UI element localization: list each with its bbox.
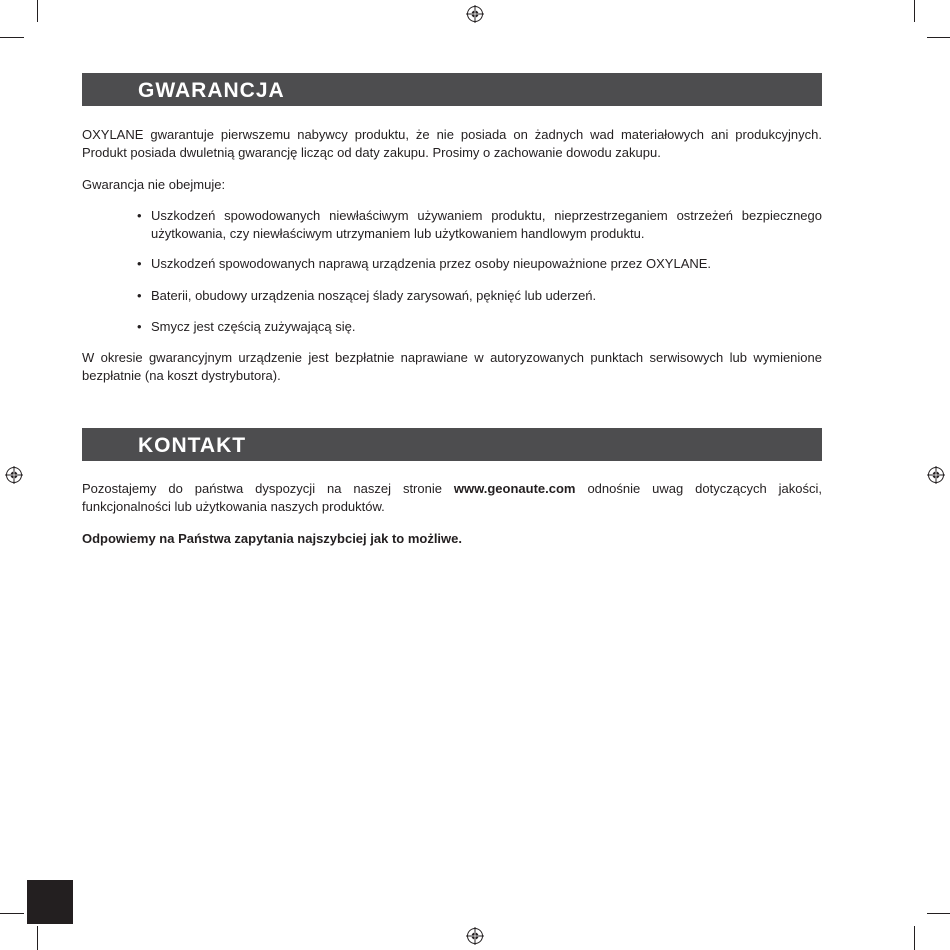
warranty-heading-bar xyxy=(82,73,822,106)
crop-mark xyxy=(0,913,24,914)
contact-response-note: Odpowiemy na Państwa zapytania najszybciej jak to możliwe. xyxy=(82,531,463,546)
bullet-icon: • xyxy=(137,208,142,223)
crop-mark xyxy=(37,926,38,950)
registration-mark-icon xyxy=(466,927,484,945)
contact-text-before: Pozostajemy do państwa dyspozycji na naszej stronie xyxy=(82,481,454,496)
registration-mark-icon xyxy=(5,466,23,484)
crop-mark xyxy=(914,0,915,22)
contact-heading: KONTAKT xyxy=(138,434,247,457)
warranty-intro: OXYLANE gwarantuje pierwszemu nabywcy produktu, że nie posiada on żadnych wad materiałowych ani produkcyjnych. Produkt posiada dwuletnią gwarancję licząc od daty zakupu. Prosimy o zachowanie dowodu zakupu. xyxy=(82,127,822,160)
list-item-text: Uszkodzeń spowodowanych niewłaściwym używaniem produktu, nieprzestrzeganiem ostrzeżeń bezpiecznego użytkowania, czy niewłaściwym utrzymaniem lub użytkowaniem handlowym produktu. xyxy=(151,208,822,241)
contact-text-after: odnośnie uwag dotyczących jakości, funkcjonalności lub użytkowania naszych produktów. xyxy=(82,481,822,514)
crop-mark xyxy=(927,913,950,914)
bullet-icon: • xyxy=(137,288,142,303)
warranty-exclusions-label: Gwarancja nie obejmuje: xyxy=(82,177,226,192)
bullet-icon: • xyxy=(137,256,142,271)
crop-mark xyxy=(0,37,24,38)
list-item xyxy=(137,287,822,305)
list-item-text: Smycz jest częścią zużywającą się. xyxy=(151,319,356,334)
list-item xyxy=(137,207,822,243)
list-item xyxy=(137,255,822,273)
registration-mark-icon xyxy=(927,466,945,484)
contact-text xyxy=(82,480,822,516)
website-link[interactable]: www.geonaute.com xyxy=(453,481,576,496)
crop-mark xyxy=(914,926,915,950)
page-tab-marker xyxy=(27,880,73,924)
crop-mark xyxy=(927,37,950,38)
crop-mark xyxy=(37,0,38,22)
list-item-text: Uszkodzeń spowodowanych naprawą urządzenia przez osoby nieupoważnione przez OXYLANE. xyxy=(151,256,712,271)
warranty-heading: GWARANCJA xyxy=(138,79,285,102)
bullet-icon: • xyxy=(137,319,142,334)
list-item xyxy=(137,318,822,336)
registration-mark-icon xyxy=(466,5,484,23)
list-item-text: Baterii, obudowy urządzenia noszącej ślady zarysowań, pęknięć lub uderzeń. xyxy=(151,288,597,303)
warranty-closing: W okresie gwarancyjnym urządzenie jest bezpłatnie naprawiane w autoryzowanych punktach serwisowych lub wymienione bezpłatnie (na koszt dystrybutora). xyxy=(82,350,822,383)
contact-heading-bar xyxy=(82,428,822,461)
